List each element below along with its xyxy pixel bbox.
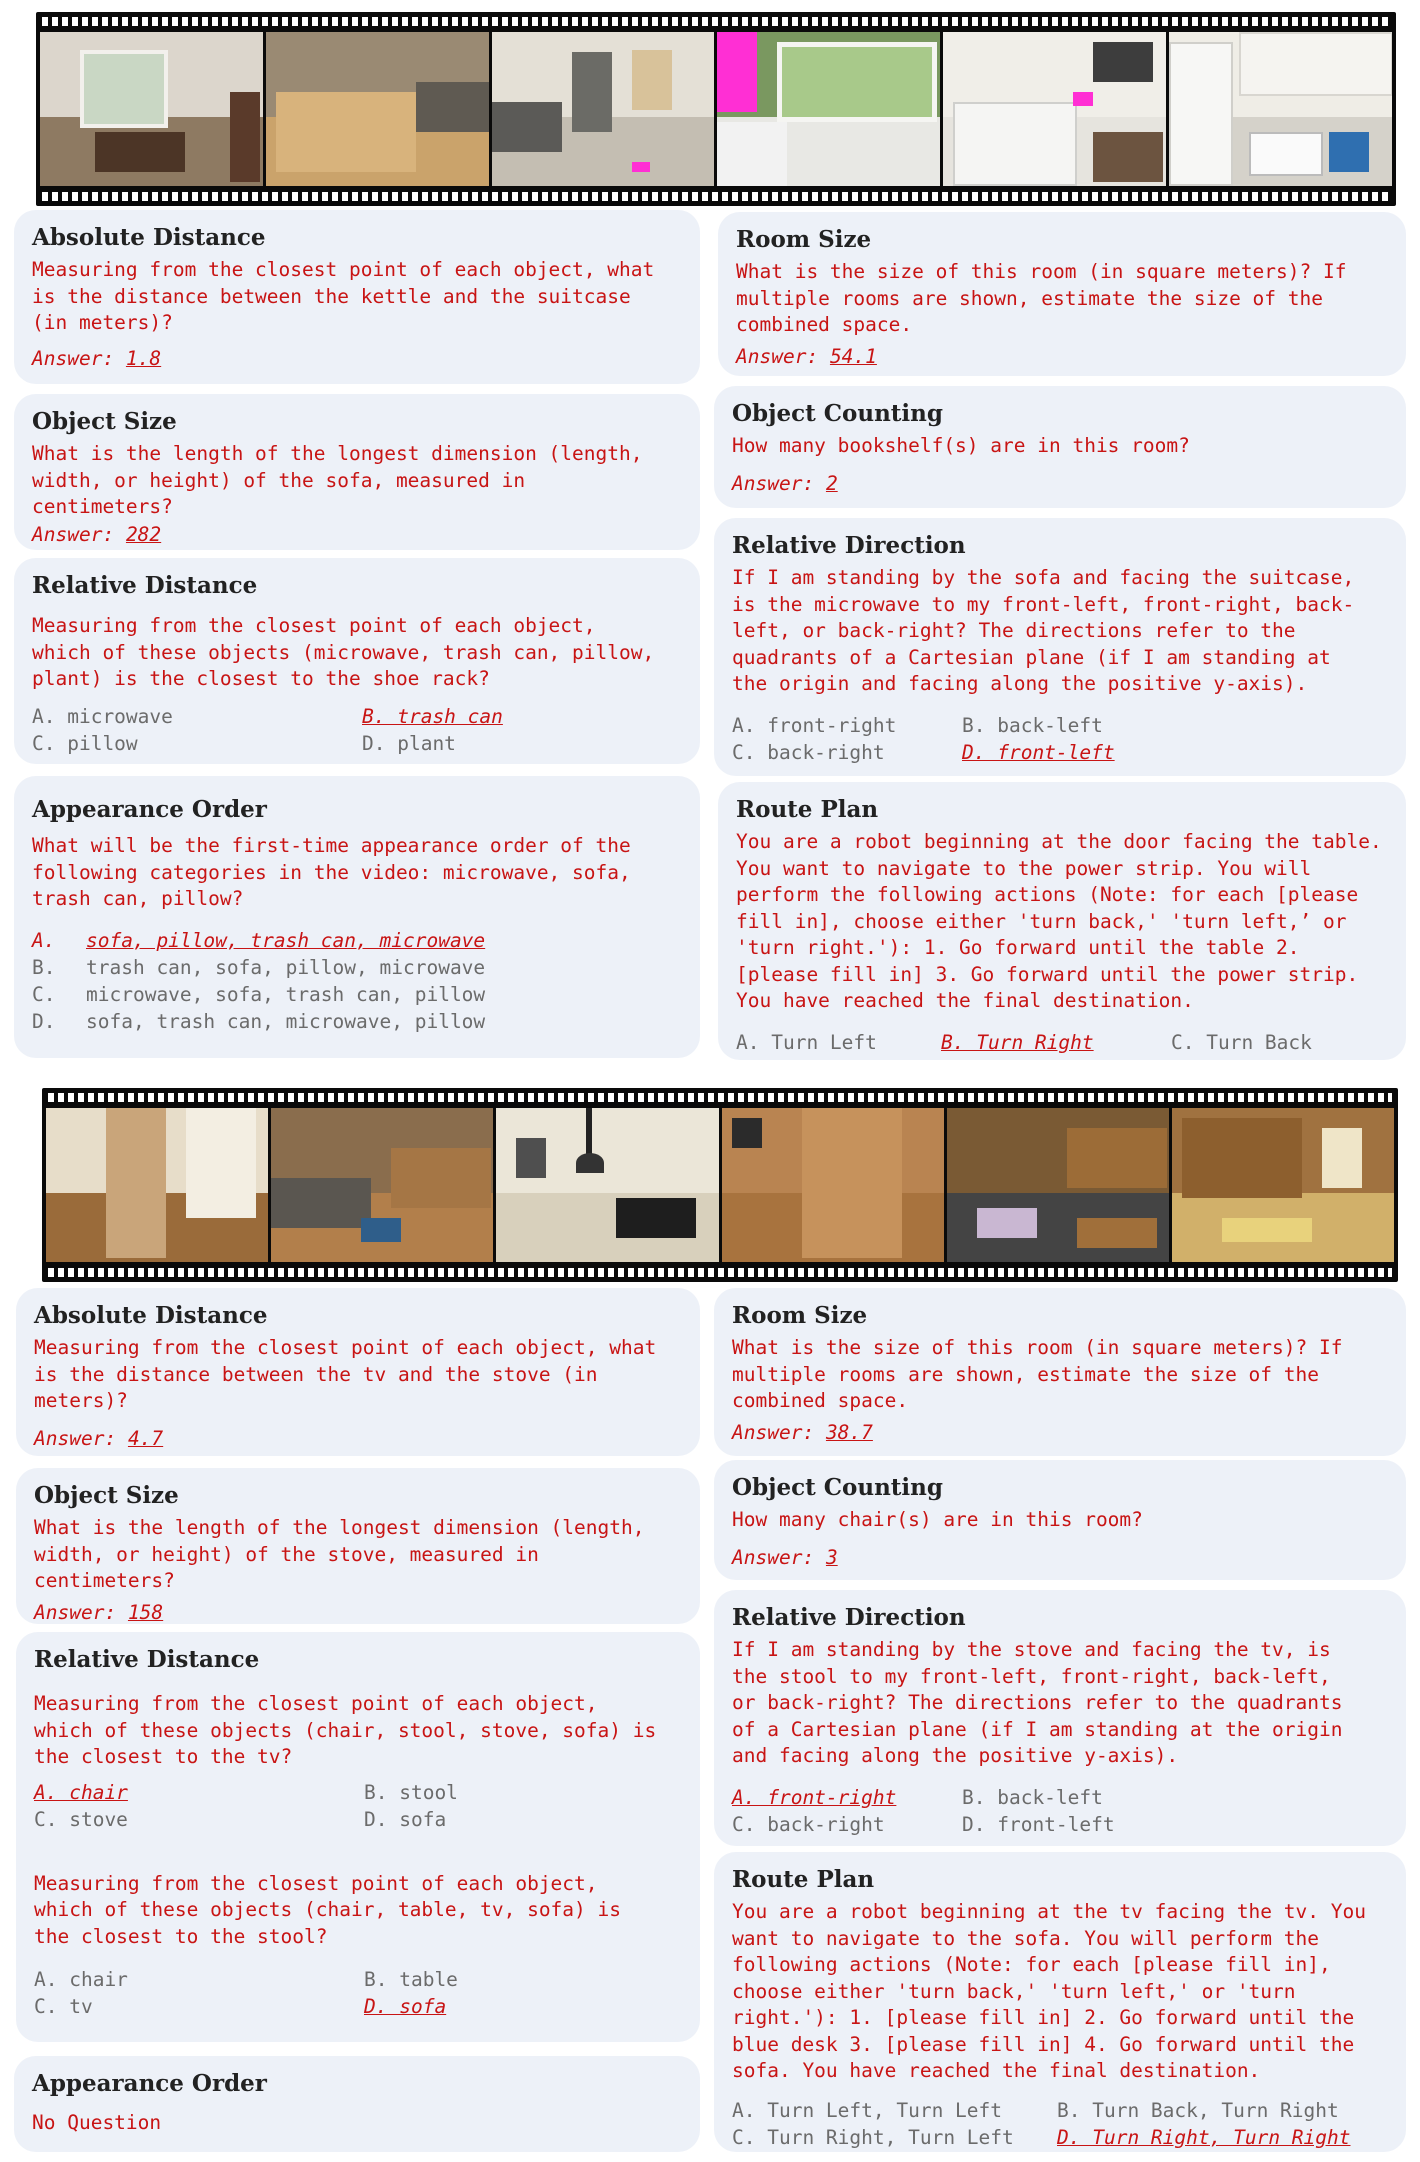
card-title: Object Size (34, 1482, 179, 1509)
no-question-text: No Question (32, 2111, 162, 2134)
card-title: Object Counting (732, 400, 943, 427)
options-grid (32, 703, 682, 757)
option (32, 1008, 682, 1035)
video-frame (492, 32, 715, 186)
video-frame (271, 1108, 493, 1262)
option-key: A. (32, 928, 56, 952)
answer-label: Answer: (736, 344, 819, 368)
question-text: Measuring from the closest point of each object, which of these objects (chair, stool, stove, sofa) is the closest to the tv? (34, 1692, 657, 1768)
card-title: Absolute Distance (32, 224, 266, 251)
relative-distance-card (16, 1632, 700, 2042)
option: C. back-right (732, 1812, 885, 1836)
answer (32, 523, 682, 546)
question-text: If I am standing by the sofa and facing the suitcase, is the microwave to my front-left, front-right, back- left, or back-right? The directions refer to the quadrants of a Cartesian plane (if I am standing at the origin and facing along the positive y-axis). (732, 566, 1355, 695)
card-title: Relative Direction (732, 532, 966, 559)
video-frame (717, 32, 940, 186)
object-counting-card (714, 1460, 1406, 1580)
answer-label: Answer: (732, 471, 815, 495)
question-text: You are a robot beginning at the tv facing the tv. You want to navigate to the sofa. You will perform the following actions (Note: for each [please fill in], choose either 'turn back,' 'turn left,' or 'turn right.'): 1. [please fill in] 2. Go forward until the blue desk 3. [please fill in] 4. Go forward until the sofa. You have reached the final destination. (732, 1900, 1366, 2082)
video-frame (46, 1108, 268, 1262)
card-title: Relative Distance (32, 572, 258, 599)
video-filmstrip-1 (36, 12, 1396, 206)
option: A. Turn Left (736, 1030, 877, 1054)
option-correct: A. front-right (732, 1785, 897, 1809)
card-title: Room Size (732, 1302, 868, 1329)
answer-label: Answer: (732, 1545, 815, 1569)
question-text: Measuring from the closest point of each object, what is the distance between the kettle and the suitcase (in meters)? (32, 258, 655, 334)
question-text: How many bookshelf(s) are in this room? (732, 434, 1190, 457)
option: C. back-right (732, 740, 885, 764)
option: B. stool (364, 1780, 458, 1804)
option: C. stove (34, 1807, 128, 1831)
options-grid (732, 1784, 1388, 1838)
question-text: What will be the first-time appearance order of the following categories in the video: microwave, sofa, trash can, pillow? (32, 834, 631, 910)
options-grid (732, 2097, 1388, 2151)
option: A. front-right (732, 713, 897, 737)
object-size-card (14, 394, 700, 550)
option-correct: B. trash can (362, 704, 503, 728)
option: B. back-left (962, 1785, 1103, 1809)
option-correct: D. sofa (364, 1995, 447, 2018)
option-correct: D. Turn Right, Turn Right (1057, 2125, 1351, 2149)
answer-value: 54.1 (829, 344, 877, 368)
answer-value: 282 (125, 522, 162, 546)
answer (732, 472, 1388, 495)
answer-value: 3 (825, 1545, 838, 1569)
option-text: trash can, sofa, pillow, microwave (86, 955, 486, 979)
answer (736, 345, 1388, 368)
answer-label: Answer: (34, 1426, 117, 1450)
option: C. Turn Back (1171, 1030, 1312, 1054)
card-title: Route Plan (732, 1866, 875, 1893)
option (32, 954, 682, 981)
video-filmstrip-2 (42, 1088, 1398, 1282)
question-text: What is the size of this room (in square meters)? If multiple rooms are shown, estimate the size of the combined space. (736, 260, 1347, 336)
question-text: Measuring from the closest point of each object, which of these objects (microwave, trash can, pillow, plant) is the closest to the shoe rack? (32, 614, 655, 690)
option-text: sofa, pillow, trash can, microwave (86, 928, 486, 952)
option: B. table (364, 1968, 458, 1991)
option: C. pillow (32, 731, 138, 755)
option-key: C. (32, 982, 56, 1006)
option-correct: B. Turn Right (941, 1030, 1094, 1054)
answer (32, 347, 682, 370)
route-plan-card (714, 1852, 1406, 2152)
answer (732, 1546, 1388, 1569)
options-grid (732, 712, 1388, 766)
option: D. front-left (962, 1812, 1115, 1836)
video-frame (266, 32, 489, 186)
answer-value: 2 (825, 471, 838, 495)
answer-label: Answer: (732, 1420, 815, 1444)
video-frame (943, 32, 1166, 186)
question-text: What is the size of this room (in square meters)? If multiple rooms are shown, estimate the size of the combined space. (732, 1336, 1343, 1412)
video-frame (1172, 1108, 1394, 1262)
absolute-distance-card (14, 210, 700, 384)
option: A. Turn Left, Turn Left (732, 2098, 1003, 2122)
card-title: Object Size (32, 408, 177, 435)
question-text: How many chair(s) are in this room? (732, 1508, 1143, 1531)
relative-distance-card (14, 558, 700, 764)
relative-direction-card (714, 1590, 1406, 1846)
answer (34, 1601, 682, 1624)
answer-value: 4.7 (127, 1426, 164, 1450)
option-text: microwave, sofa, trash can, pillow (86, 982, 486, 1006)
option: C. tv (34, 1995, 93, 2018)
answer-value: 158 (127, 1600, 164, 1624)
relative-direction-card (714, 518, 1406, 776)
card-title: Appearance Order (32, 2070, 267, 2097)
card-title: Object Counting (732, 1474, 943, 1501)
option: D. sofa (364, 1807, 447, 1831)
answer-value: 38.7 (825, 1420, 873, 1444)
card-title: Appearance Order (32, 796, 267, 823)
options-grid (736, 1029, 1388, 1056)
question-text: What is the length of the longest dimension (length, width, or height) of the sofa, measured in centimeters? (32, 442, 643, 518)
option: A. chair (34, 1968, 128, 1991)
question-text: What is the length of the longest dimension (length, width, or height) of the stove, measured in centimeters? (34, 1516, 645, 1592)
option-correct (32, 927, 682, 954)
card-title: Room Size (736, 226, 872, 253)
options-grid (34, 1779, 682, 1833)
option: B. Turn Back, Turn Right (1057, 2098, 1339, 2122)
video-frame (1169, 32, 1392, 186)
option: B. back-left (962, 713, 1103, 737)
answer (732, 1421, 1388, 1444)
video-frame (40, 32, 263, 186)
option: A. microwave (32, 704, 173, 728)
option-correct: D. front-left (962, 740, 1115, 764)
options-grid-2 (34, 1966, 682, 2020)
absolute-distance-card (16, 1288, 700, 1456)
question-text: Measuring from the closest point of each object, what is the distance between the tv and the stove (in meters)? (34, 1336, 657, 1412)
options-list (32, 927, 682, 1035)
option (32, 981, 682, 1008)
card-title: Relative Distance (34, 1646, 260, 1673)
room-size-card (714, 1288, 1406, 1456)
room-size-card (718, 212, 1406, 376)
option-text: sofa, trash can, microwave, pillow (86, 1009, 486, 1033)
option-key: B. (32, 955, 56, 979)
question-text-2: Measuring from the closest point of each object, which of these objects (chair, table, tv, sofa) is the closest to the stool? (34, 1871, 621, 1948)
object-counting-card (714, 386, 1406, 508)
answer (34, 1427, 682, 1450)
option-correct: A. chair (34, 1780, 128, 1804)
option-key: D. (32, 1009, 56, 1033)
appearance-order-card (14, 2056, 700, 2152)
question-text: You are a robot beginning at the door facing the table. You want to navigate to the power strip. You will perform the following actions (Note: for each [please fill in], choose either 'turn back,' 'turn left,’ or 'turn right.'): 1. Go forward until the table 2. [please fill in] 3. Go forward until the power strip. You have reached the final destination. (736, 830, 1382, 1012)
answer-label: Answer: (34, 1600, 117, 1624)
answer-label: Answer: (32, 346, 115, 370)
answer-label: Answer: (32, 522, 115, 546)
video-frame (722, 1108, 944, 1262)
video-frame (947, 1108, 1169, 1262)
question-text: If I am standing by the stove and facing the tv, is the stool to my front-left, front-right, back-left, or back-right? The directions refer to the quadrants of a Cartesian plane (if I am standing at the origin and facing along the positive y-axis). (732, 1638, 1343, 1767)
option: C. Turn Right, Turn Left (732, 2125, 1014, 2149)
card-title: Route Plan (736, 796, 879, 823)
object-size-card (16, 1468, 700, 1624)
route-plan-card (718, 782, 1406, 1060)
option: D. plant (362, 731, 456, 755)
card-title: Relative Direction (732, 1604, 966, 1631)
appearance-order-card (14, 776, 700, 1058)
video-frame (496, 1108, 718, 1262)
card-title: Absolute Distance (34, 1302, 268, 1329)
answer-value: 1.8 (125, 346, 162, 370)
